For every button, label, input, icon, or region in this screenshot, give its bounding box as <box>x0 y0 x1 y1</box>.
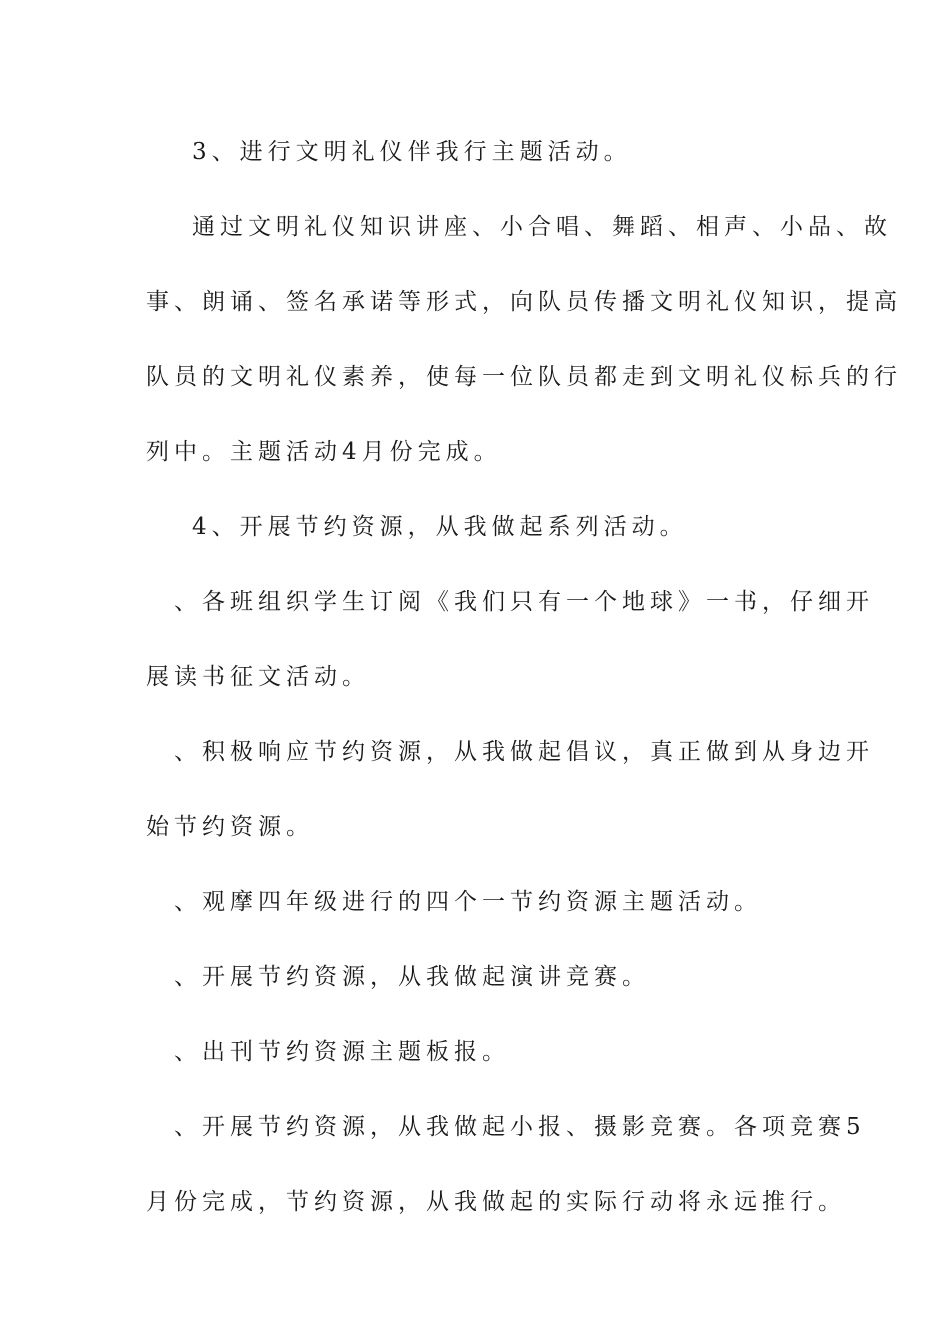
paragraph-line: 通过文明礼仪知识讲座、小合唱、舞蹈、相声、小品、故 <box>192 214 892 240</box>
list-item-line: 、各班组织学生订阅《我们只有一个地球》一书，仔细开 <box>174 589 874 615</box>
list-item-line: 展读书征文活动。 <box>146 664 370 690</box>
paragraph-line: 列中。主题活动4月份完成。 <box>146 439 502 465</box>
paragraph-line: 事、朗诵、签名承诺等形式，向队员传播文明礼仪知识，提高 <box>146 289 902 315</box>
section-heading-3: 3、进行文明礼仪伴我行主题活动。 <box>192 139 632 165</box>
list-item-line: 、积极响应节约资源，从我做起倡议，真正做到从身边开 <box>174 739 874 765</box>
section-heading-4: 4、开展节约资源，从我做起系列活动。 <box>192 514 688 540</box>
list-item-line: 月份完成，节约资源，从我做起的实际行动将永远推行。 <box>146 1189 846 1215</box>
list-item-line: 、开展节约资源，从我做起演讲竞赛。 <box>174 964 650 990</box>
list-item-line: 、观摩四年级进行的四个一节约资源主题活动。 <box>174 889 762 915</box>
list-item-line: 始节约资源。 <box>146 814 314 840</box>
list-item-line: 、开展节约资源，从我做起小报、摄影竞赛。各项竞赛5 <box>174 1114 866 1140</box>
paragraph-line: 队员的文明礼仪素养，使每一位队员都走到文明礼仪标兵的行 <box>146 364 902 390</box>
list-item-line: 、出刊节约资源主题板报。 <box>174 1039 510 1065</box>
